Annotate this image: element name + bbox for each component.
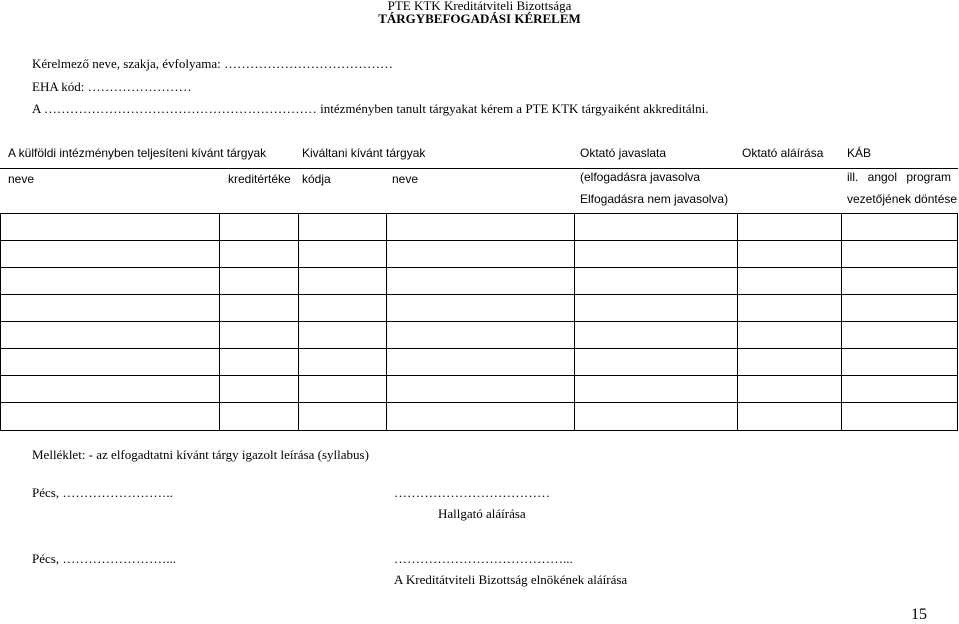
page-number: 15 [911,606,927,623]
col-credit: kreditértéke [228,172,291,186]
applicant-field: Kérelmező neve, szakja, évfolyama: ………………………………… [32,56,394,71]
table-rule [737,213,738,430]
place-date-1: Pécs, …………………….. [32,485,173,500]
col-code: kódja [302,172,331,186]
table-rule [0,348,958,349]
col-replace-name: neve [392,172,419,186]
col-foreign-name: neve [8,172,35,186]
header-instructor-recommendation: Oktató javaslata [580,146,667,160]
table-rule [0,294,958,295]
institution-statement: A ……………………………………………………… intézményben tanult tárgyakat kérem a PTE KTK tárgyaiként akkreditálni. [32,101,709,116]
table-rule [0,402,958,403]
table-rule [0,430,958,431]
kab-subheader-2: vezetőjének döntése [847,192,958,206]
attachment-note: Melléklet: - az elfogadtatni kívánt tárgy igazolt leírása (syllabus) [32,447,369,462]
kab-word-program: program [906,170,951,184]
student-signature-label: Hallgató aláírása [438,506,526,521]
table-rule [298,213,299,430]
recommend-accept: (elfogadásra javasolva [580,170,701,184]
recommend-reject: Elfogadásra nem javasolva) [580,192,729,206]
table-rule [0,213,958,214]
table-rule [219,213,220,430]
header-foreign-courses: A külföldi intézményben teljesíteni kívánt tárgyak [8,146,267,160]
header-line-1: PTE KTK Kreditátviteli Bizottsága [387,0,572,13]
table-rule [386,213,387,430]
student-signature-line: ……………………………… [394,485,550,500]
table-rule [298,168,958,169]
header-instructor-signature: Oktató aláírása [742,146,824,160]
table-rule [0,168,298,169]
eha-code-field: EHA kód: …………………… [32,79,192,94]
kab-word-angol: angol [867,170,898,184]
table-rule [0,213,1,430]
table-rule [574,213,575,430]
table-rule [0,267,958,268]
table-rule [841,213,842,430]
chair-signature-line: …………………………………... [394,551,573,566]
table-rule [0,240,958,241]
table-rule [957,213,958,430]
kab-subheader-1 [847,170,951,184]
place-date-2: Pécs, ……………………... [32,551,177,566]
kab-word-ill: ill. [847,170,859,184]
header-title: TÁRGYBEFOGADÁSI KÉRELEM [378,11,581,26]
header-kab: KÁB [847,146,872,160]
chair-signature-label: A Kreditátviteli Bizottság elnökének aláírása [394,572,628,587]
header-replace-courses: Kiváltani kívánt tárgyak [302,146,426,160]
table-rule [0,375,958,376]
table-rule [0,321,958,322]
